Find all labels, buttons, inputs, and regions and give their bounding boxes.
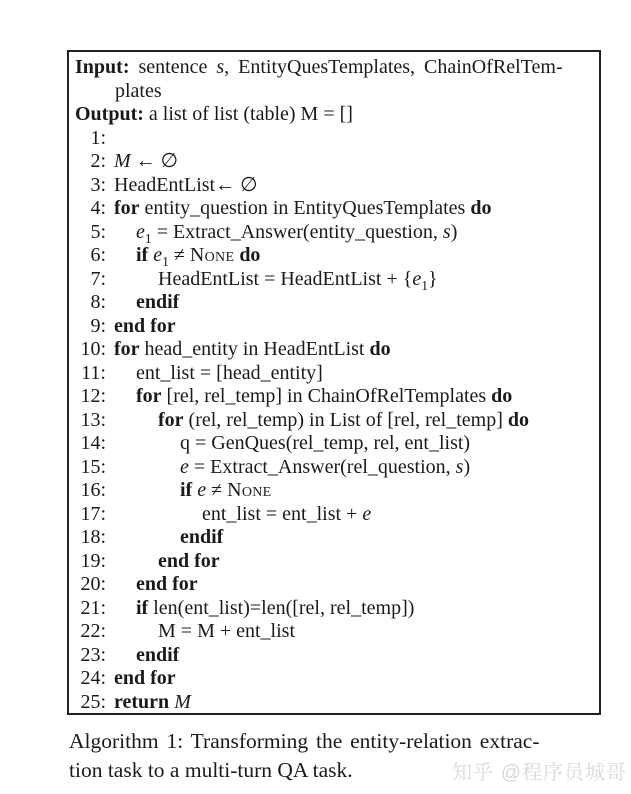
line-number: 8:: [90, 291, 106, 313]
line-content: [114, 597, 414, 621]
line-content: [114, 409, 529, 433]
algorithm-line-13: [75, 409, 593, 433]
algorithm-line-11: [75, 362, 593, 386]
code-segment: do: [507, 408, 529, 431]
algorithm-line-14: [75, 432, 593, 456]
caption-line-1: Algorithm 1: Transforming the entity-relation extrac-: [69, 729, 540, 753]
code-segment: for: [114, 197, 140, 219]
line-number: 7:: [90, 267, 106, 290]
code-segment: s: [455, 455, 464, 478]
line-number: 19:: [80, 549, 106, 572]
algorithm-line-25: [75, 691, 593, 715]
algorithm-line-21: [75, 597, 593, 621]
line-number: 3:: [90, 173, 106, 196]
code-segment: endif: [136, 643, 180, 666]
code-segment: for: [114, 338, 140, 360]
algorithm-line-9: [75, 315, 593, 339]
code-segment: Input:: [75, 56, 130, 78]
code-segment: ≠: [168, 244, 190, 266]
line-number: 22:: [80, 620, 106, 642]
code-segment: Output:: [75, 103, 144, 125]
caption-line-2: tion task to a multi-turn QA task.: [69, 757, 353, 782]
line-number: 11:: [81, 361, 106, 384]
line-content: [114, 268, 438, 292]
code-segment: e: [153, 244, 163, 266]
line-number: 4:: [90, 197, 106, 219]
line-content: [114, 432, 470, 456]
code-segment: e: [136, 220, 145, 243]
code-segment: M = M + ent_list: [158, 620, 296, 642]
line-number: 25:: [80, 690, 106, 713]
line-content: [114, 362, 323, 386]
code-segment: [rel, rel_temp] in ChainOfRelTemplates: [161, 385, 492, 407]
watermark: 知乎 @程序员城哥: [452, 762, 627, 784]
algorithm-header: [75, 56, 593, 127]
code-segment: do: [470, 197, 492, 219]
line-number: 20:: [80, 573, 106, 595]
code-segment: end for: [114, 667, 176, 689]
line-content: [114, 550, 220, 574]
line-number: 9:: [90, 314, 106, 337]
algorithm-line-18: [75, 526, 593, 550]
line-number: 23:: [80, 643, 106, 666]
algorithm-line-10: [75, 338, 593, 362]
code-segment: (rel, rel_temp) in List of [rel, rel_temp]: [183, 408, 508, 431]
line-content: [114, 667, 176, 691]
line-number: 18:: [80, 526, 106, 548]
code-segment: None: [189, 244, 235, 266]
line-number: 21:: [80, 596, 106, 619]
code-segment: ← ∅: [130, 150, 179, 172]
code-segment: e: [412, 267, 422, 290]
code-segment: for: [158, 408, 184, 431]
line-number: 1:: [90, 126, 106, 149]
code-segment: e: [362, 502, 372, 525]
algorithm-line-20: [75, 573, 593, 597]
line-content: [114, 456, 470, 480]
line-number: 24:: [80, 667, 106, 689]
code-segment: head_entity in HeadEntList: [139, 338, 370, 360]
code-segment: ent_list = ent_list +: [202, 502, 363, 525]
line-content: [114, 503, 371, 527]
code-segment: endif: [136, 291, 180, 313]
algorithm-line-2: [75, 150, 593, 174]
code-segment: if: [136, 596, 154, 619]
line-number: 17:: [80, 502, 106, 525]
line-number: 14:: [80, 432, 106, 454]
code-segment: end for: [114, 314, 176, 337]
line-content: [114, 644, 179, 668]
algorithm-box: [67, 50, 601, 715]
line-number: 12:: [80, 385, 106, 407]
line-content: [114, 315, 176, 339]
algorithm-header-line: [75, 103, 593, 127]
code-segment: ≠: [206, 479, 228, 501]
algorithm-line-24: [75, 667, 593, 691]
code-segment: ): [450, 220, 458, 243]
line-number: 10:: [80, 338, 106, 360]
algorithm-line-8: [75, 291, 593, 315]
code-segment: , EntityQuesTemplates, ChainOfRelTem-: [224, 56, 563, 78]
line-content: [114, 479, 272, 503]
code-segment: do: [239, 244, 261, 266]
algorithm-header-line: [75, 56, 593, 80]
code-segment: ): [463, 455, 471, 478]
code-segment: if: [136, 244, 154, 266]
line-number: 5:: [90, 220, 106, 243]
line-content: [114, 197, 491, 221]
code-segment: return: [114, 690, 175, 713]
code-segment: HeadEntList = HeadEntList + {: [158, 267, 413, 290]
line-content: [114, 526, 223, 550]
line-content: [114, 244, 260, 268]
code-segment: M: [174, 690, 191, 713]
code-segment: ent_list = [head_entity]: [136, 361, 323, 384]
code-segment: e: [197, 479, 207, 501]
code-segment: end for: [136, 573, 198, 595]
code-segment: = Extract_Answer(rel_question,: [188, 455, 456, 478]
code-segment: None: [227, 479, 272, 501]
line-content: [114, 691, 191, 715]
algorithm-line-6: [75, 244, 593, 268]
code-segment: 1: [421, 277, 429, 293]
algorithm-header-line: [75, 80, 593, 104]
code-segment: 1: [144, 230, 152, 246]
line-content: [114, 573, 198, 597]
algorithm-line-12: [75, 385, 593, 409]
code-segment: do: [491, 385, 513, 407]
code-segment: }: [428, 267, 438, 290]
algorithm-line-15: [75, 456, 593, 480]
code-segment: HeadEntList← ∅: [114, 173, 258, 196]
line-content: [114, 291, 179, 315]
line-number: 15:: [80, 455, 106, 478]
code-segment: entity_question in EntityQuesTemplates: [139, 197, 471, 219]
line-content: [114, 338, 391, 362]
code-segment: endif: [180, 526, 224, 548]
line-number: 6:: [90, 244, 106, 266]
line-content: [114, 150, 178, 174]
algorithm-lines: [75, 127, 593, 715]
code-segment: plates: [115, 79, 162, 102]
algorithm-line-23: [75, 644, 593, 668]
code-segment: if: [180, 479, 198, 501]
algorithm-line-1: [75, 127, 593, 151]
code-segment: s: [442, 220, 451, 243]
line-content: [114, 174, 258, 198]
line-content: [114, 620, 295, 644]
code-segment: = Extract_Answer(entity_question,: [151, 220, 443, 243]
code-segment: sentence: [129, 56, 217, 78]
algorithm-line-22: [75, 620, 593, 644]
line-content: [114, 385, 512, 409]
line-number: 2:: [90, 150, 106, 172]
algorithm-line-7: [75, 268, 593, 292]
code-segment: for: [136, 385, 162, 407]
algorithm-line-16: [75, 479, 593, 503]
line-number: 16:: [80, 479, 106, 501]
algorithm-line-3: [75, 174, 593, 198]
algorithm-line-17: [75, 503, 593, 527]
algorithm-line-4: [75, 197, 593, 221]
code-segment: q = GenQues(rel_temp, rel, ent_list): [180, 432, 471, 454]
code-segment: len(ent_list)=len([rel, rel_temp]): [153, 596, 415, 619]
code-segment: e: [180, 455, 189, 478]
line-content: [114, 221, 457, 245]
algorithm-line-19: [75, 550, 593, 574]
code-segment: do: [369, 338, 391, 360]
code-segment: s: [216, 56, 225, 78]
code-segment: end for: [158, 549, 220, 572]
algorithm-line-5: [75, 221, 593, 245]
code-segment: a list of list (table) M = []: [143, 103, 353, 125]
line-number: 13:: [80, 408, 106, 431]
code-segment: M: [114, 150, 131, 172]
code-segment: 1: [162, 254, 169, 269]
